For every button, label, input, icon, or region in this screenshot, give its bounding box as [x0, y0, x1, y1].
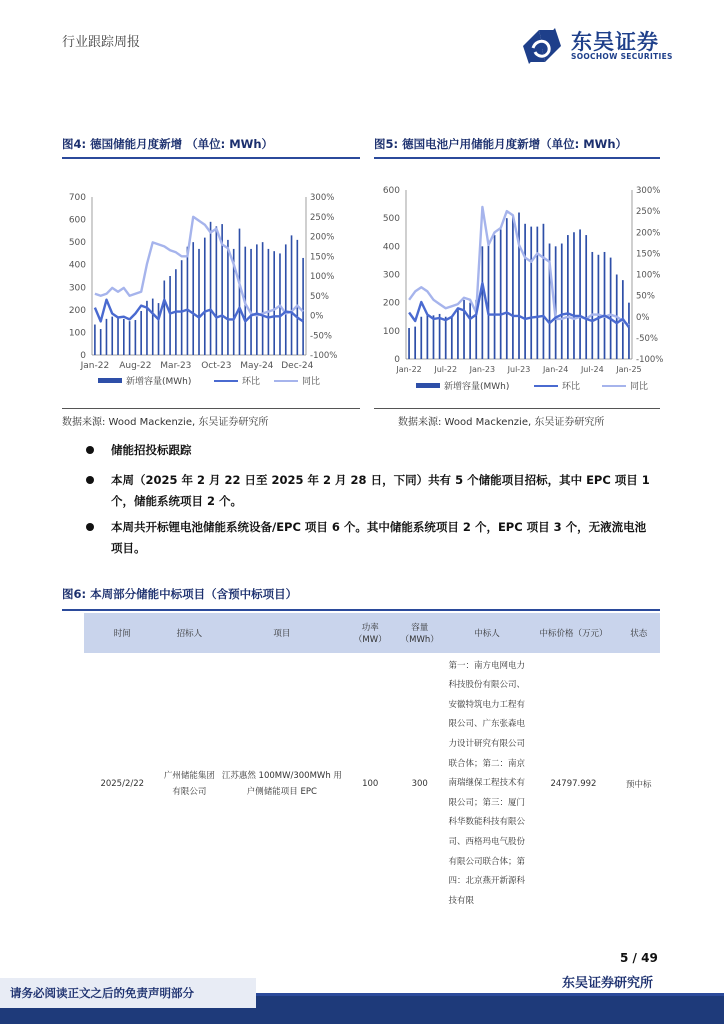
y-right-tick-label: 200%	[310, 232, 335, 243]
y-right-tick-label: -100%	[636, 355, 664, 365]
col-tenderer: 招标人	[161, 613, 219, 653]
y-left-tick-label: 400	[382, 242, 400, 253]
bar	[469, 303, 471, 359]
y-right-tick-label: 100%	[310, 272, 335, 282]
disclaimer-link[interactable]: 请务必阅读正文之后的免责声明部分	[0, 978, 256, 1008]
report-category: 行业跟踪周报	[62, 35, 141, 50]
y-right-tick-label: 100%	[636, 270, 661, 281]
bullet-heading: 储能招投标跟踪	[111, 443, 192, 457]
bar	[302, 258, 304, 355]
y-left-tick-label: 600	[68, 215, 86, 226]
brand-name-en: SOOCHOW SECURITIES	[571, 52, 673, 61]
fig6-rule	[62, 609, 660, 611]
bar	[414, 327, 416, 359]
y-right-tick-label: 250%	[636, 207, 661, 218]
bar	[273, 251, 275, 355]
cell-winner: 第一：南方电网电力科技股份有限公司、安徽特筑电力工程有限公司、广东张森电力设计研究有限公司联合体；第二：南京南瑞继保工程技术有限公司；第三：厦门科华数能科技有限公司、西格玛电气股份有限公司联合体；第四：北京燕开新源科技有限	[448, 660, 526, 906]
bar	[111, 317, 113, 355]
fig4-source: 数据来源: Wood Mackenzie, 东吴证券研究所	[62, 417, 269, 428]
y-left-tick-label: 100	[382, 326, 400, 337]
x-tick-label: Oct-23	[201, 361, 232, 371]
bar	[579, 229, 581, 359]
y-right-tick-label: -50%	[636, 333, 658, 344]
cell-tenderer: 广州储能集团有限公司	[163, 771, 215, 797]
cell-price: 24797.992	[550, 779, 597, 789]
y-right-tick-label: 250%	[310, 212, 335, 223]
bar	[610, 258, 612, 359]
bar	[117, 318, 119, 355]
bar	[591, 252, 593, 359]
x-tick-label: Dec-24	[281, 361, 314, 371]
fig6-title: 图6: 本周部分储能中标项目（含预中标项目）	[62, 587, 298, 601]
table-row	[84, 653, 660, 915]
y-left-tick-label: 400	[68, 260, 86, 271]
x-tick-label: Jul-22	[434, 365, 458, 374]
bar	[457, 308, 459, 359]
y-right-tick-label: 200%	[636, 228, 661, 239]
fig4-bottom-rule	[62, 408, 360, 409]
y-right-tick-label: -50%	[310, 331, 332, 342]
bar	[158, 303, 160, 355]
fig5-rule	[374, 157, 660, 159]
page-number: 5 / 49	[620, 951, 658, 965]
col-status: 状态	[617, 613, 660, 653]
col-winner: 中标人	[445, 613, 530, 653]
bar	[187, 247, 189, 355]
bar	[518, 213, 520, 359]
bar	[268, 249, 270, 355]
bar	[506, 218, 508, 359]
fig5-source: 数据来源: Wood Mackenzie, 东吴证券研究所	[398, 417, 605, 428]
col-time: 时间	[84, 613, 161, 653]
bar	[524, 224, 526, 359]
bar	[604, 252, 606, 359]
bar	[140, 311, 142, 355]
y-right-tick-label: 0%	[636, 312, 650, 323]
cell-status: 预中标	[625, 780, 652, 790]
y-left-tick-label: 300	[68, 283, 86, 294]
bar	[481, 246, 483, 359]
fig5-bottom-rule	[374, 408, 660, 409]
y-left-tick-label: 700	[68, 193, 86, 203]
legend-swatch-bars	[98, 378, 122, 383]
bar	[250, 249, 252, 355]
legend-swatch-bars	[416, 383, 440, 388]
y-left-tick-label: 0	[80, 351, 86, 361]
x-tick-label: Jan-25	[616, 365, 642, 374]
x-tick-label: Jul-23	[507, 365, 531, 374]
y-left-tick-label: 100	[68, 328, 86, 339]
col-power: 功率（MW）	[346, 613, 395, 653]
bar	[94, 325, 96, 355]
fig5-title: 图5: 德国电池户用储能月度新增（单位: MWh）	[374, 137, 628, 151]
x-tick-label: Jan-23	[469, 365, 496, 374]
y-right-tick-label: 50%	[310, 291, 329, 302]
bar	[408, 328, 410, 359]
bar	[129, 321, 131, 355]
bar	[239, 229, 241, 355]
y-right-tick-label: 0%	[310, 311, 324, 322]
table-header-row	[84, 613, 660, 653]
bar	[494, 235, 496, 359]
bullet-dot	[86, 476, 94, 484]
y-left-tick-label: 200	[382, 298, 400, 309]
y-left-tick-label: 500	[382, 214, 400, 225]
bar	[573, 232, 575, 359]
bar	[561, 244, 563, 359]
bullet-dot	[86, 523, 94, 531]
bar	[192, 242, 194, 355]
x-tick-label: Aug-22	[119, 361, 152, 371]
bar	[210, 222, 212, 355]
fig4-chart	[62, 182, 360, 394]
legend-label-bars: 新增容量(MWh)	[444, 382, 510, 392]
bar	[227, 240, 229, 355]
col-capacity: 容量（MWh）	[395, 613, 445, 653]
bar	[427, 314, 429, 359]
bar	[216, 226, 218, 355]
bar	[135, 320, 137, 355]
y-left-tick-label: 500	[68, 238, 86, 249]
bar	[291, 235, 293, 355]
bar	[106, 319, 108, 355]
col-project: 项目	[218, 613, 345, 653]
y-right-tick-label: 50%	[636, 291, 655, 302]
x-tick-label: Jan-22	[80, 361, 110, 371]
brand-name-cn: 东吴证券	[571, 30, 659, 54]
bar	[100, 329, 102, 355]
fig5-chart	[374, 182, 664, 394]
x-tick-label: Mar-23	[160, 361, 192, 371]
x-tick-label: May-24	[240, 361, 274, 371]
col-price: 中标价格（万元）	[529, 613, 617, 653]
bar	[163, 281, 165, 355]
bar	[420, 317, 422, 359]
bar	[445, 317, 447, 359]
legend-label-yoy: 同比	[302, 377, 321, 387]
bar	[451, 317, 453, 359]
y-left-tick-label: 200	[68, 305, 86, 316]
bar	[439, 314, 441, 359]
cell-power: 100	[362, 779, 379, 789]
bullet-dot	[86, 446, 94, 454]
bar	[585, 235, 587, 359]
legend-label-mom: 环比	[242, 377, 261, 387]
bar	[297, 240, 299, 355]
bar	[169, 276, 171, 355]
y-right-tick-label: 300%	[636, 186, 661, 196]
y-left-tick-label: 300	[382, 270, 400, 281]
bar	[500, 229, 502, 359]
bar	[204, 238, 206, 355]
y-right-tick-label: -100%	[310, 351, 338, 361]
cell-time: 2025/2/22	[100, 779, 145, 789]
bullet-bid-summary: 本周共开标锂电池储能系统设备/EPC 项目 6 个。其中储能系统项目 2 个，EPC 项目 3 个，无液流电池项目。	[111, 520, 647, 555]
x-tick-label: Jul-24	[580, 365, 604, 374]
fig4-rule	[62, 157, 360, 159]
cell-project: 江苏惠然 100MW/300MWh 用户侧储能项目 EPC	[221, 771, 342, 797]
bar	[512, 215, 514, 359]
x-tick-label: Jan-22	[396, 365, 422, 374]
y-right-tick-label: 300%	[310, 193, 335, 203]
bid-table	[84, 613, 660, 915]
bar	[152, 299, 154, 355]
bar	[433, 315, 435, 359]
footer-institute: 东吴证券研究所	[562, 976, 654, 991]
bar	[598, 255, 600, 359]
bar	[463, 300, 465, 359]
bar	[285, 244, 287, 355]
bar	[567, 235, 569, 359]
y-left-tick-label: 600	[382, 186, 400, 196]
bar	[488, 241, 490, 359]
y-left-tick-label: 0	[394, 355, 400, 365]
fig4-title: 图4: 德国储能月度新增 （单位: MWh）	[62, 137, 274, 151]
y-right-tick-label: 150%	[636, 249, 661, 260]
x-tick-label: Jan-24	[542, 365, 569, 374]
bar	[198, 249, 200, 355]
legend-label-yoy: 同比	[630, 382, 649, 392]
cell-capacity: 300	[411, 779, 428, 789]
bar	[181, 260, 183, 355]
bar	[536, 227, 538, 359]
bar	[279, 253, 281, 355]
bar	[628, 303, 630, 359]
legend-label-mom: 环比	[562, 382, 581, 392]
bar	[123, 319, 125, 355]
bar	[262, 242, 264, 355]
y-right-tick-label: 150%	[310, 252, 335, 263]
legend-label-bars: 新增容量(MWh)	[126, 377, 192, 387]
bullet-tender-summary: 本周（2025 年 2 月 22 日至 2025 年 2 月 28 日，下同）共有 5 个储能项目招标，其中 EPC 项目 1 个，储能系统项目 2 个。	[111, 473, 650, 508]
bar	[530, 227, 532, 359]
bar	[543, 224, 545, 359]
bar	[256, 244, 258, 355]
